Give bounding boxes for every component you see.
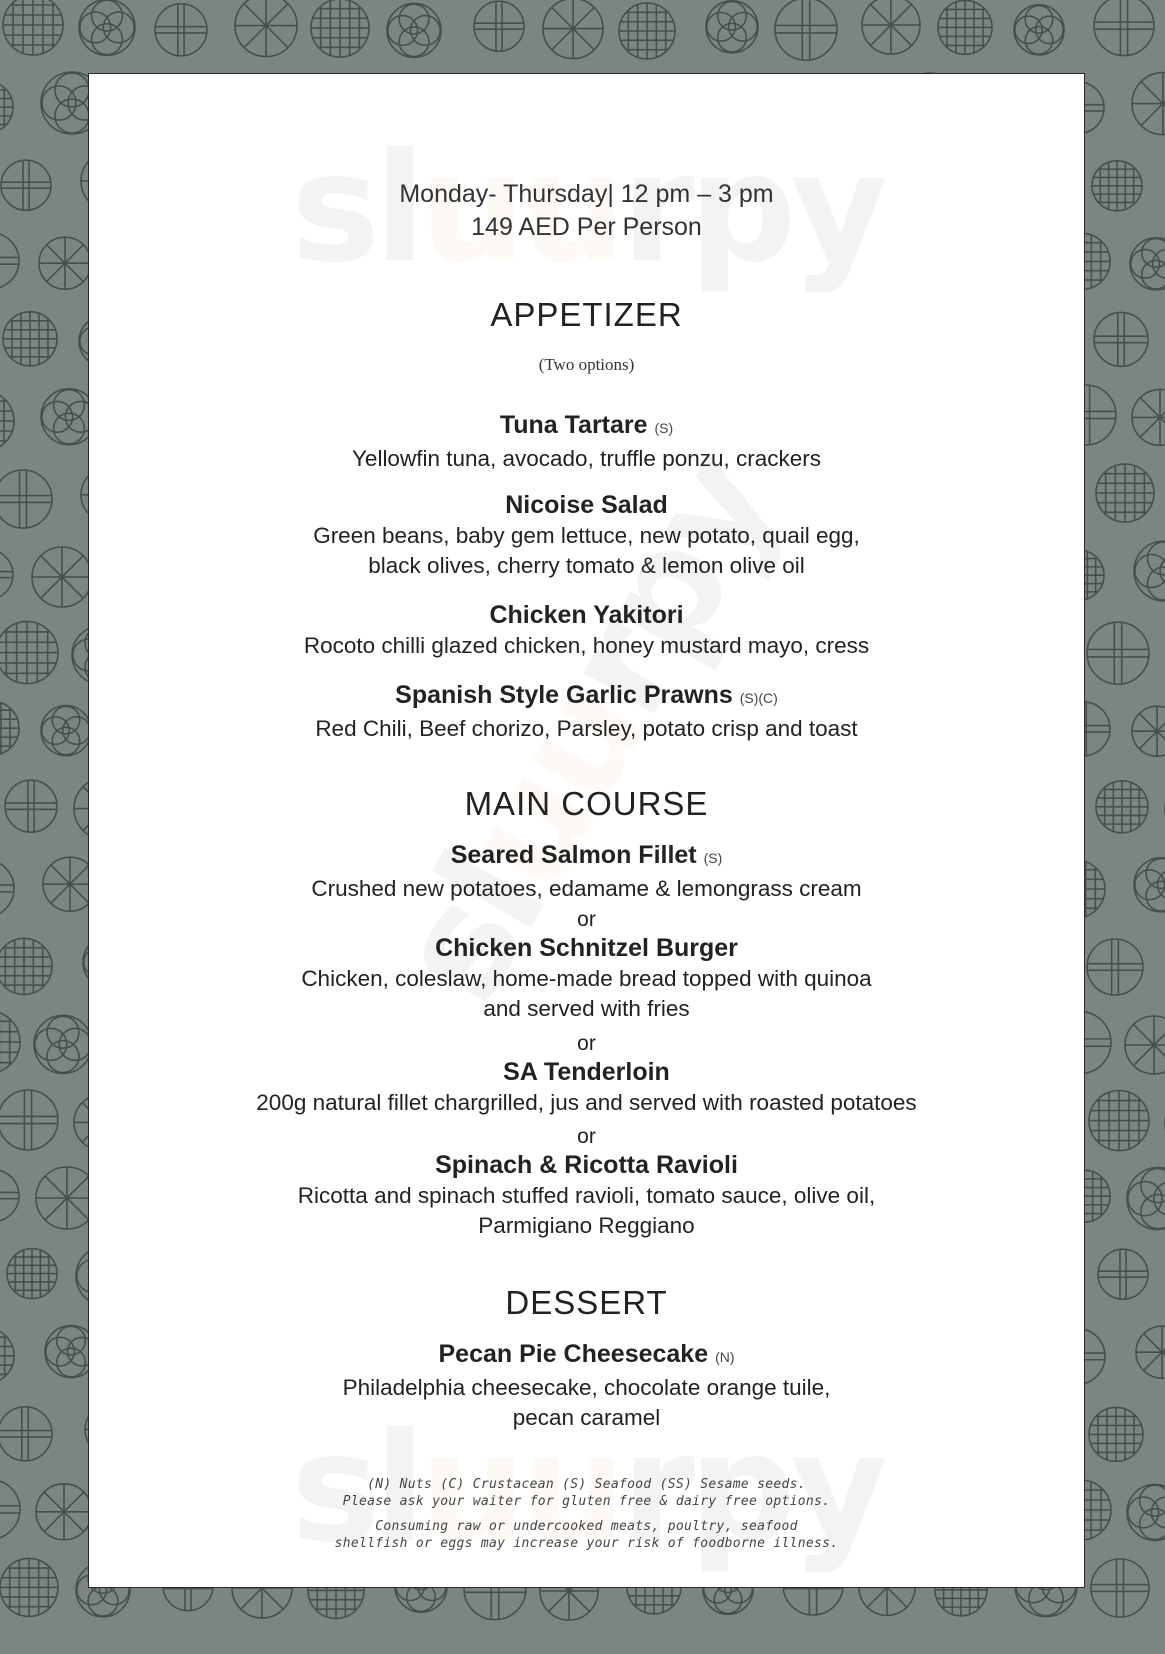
pattern-motif — [1130, 238, 1165, 290]
item-name: Chicken Yakitori — [489, 601, 684, 629]
item-description: Red Chili, Beef chorizo, Parsley, potato crisp and toast — [315, 716, 858, 741]
pattern-motif — [0, 1170, 19, 1222]
pattern-motif — [938, 0, 992, 54]
pattern-motif — [0, 1558, 58, 1616]
pattern-motif — [706, 1, 758, 53]
menu-item — [89, 600, 1084, 661]
pattern-motif — [3, 0, 63, 55]
allergen-tag: (S)(C) — [739, 690, 778, 706]
pattern-motif — [0, 701, 19, 755]
pattern-motif — [41, 706, 91, 756]
allergen-tag: (S) — [703, 850, 723, 866]
pattern-motif — [1094, 312, 1148, 366]
item-name: Chicken Schnitzel Burger — [435, 934, 738, 962]
pattern-motif — [1132, 389, 1165, 445]
pattern-motif — [543, 0, 603, 59]
pattern-motif — [0, 938, 52, 994]
item-description: Rocoto chilli glazed chicken, honey mustard mayo, cress — [303, 633, 870, 658]
pattern-motif — [1094, 0, 1154, 56]
menu-item — [89, 410, 1084, 474]
or-separator: or — [577, 1032, 596, 1055]
pattern-motif — [0, 550, 13, 600]
item-name: SA Tenderloin — [503, 1058, 670, 1086]
pattern-motif — [1091, 1559, 1149, 1617]
item-description: Philadelphia cheesecake, chocolate orange tuile, — [342, 1375, 831, 1400]
pattern-motif — [0, 859, 14, 917]
section-title-dessert: DESSERT — [505, 1284, 668, 1321]
pattern-motif — [474, 1, 524, 51]
menu-item — [89, 490, 1084, 581]
pattern-motif — [0, 1328, 14, 1384]
pattern-motif — [1092, 161, 1142, 211]
allergen-legend-line: Please ask your waiter for gluten free & dairy free options. — [342, 1494, 831, 1509]
pattern-motif — [1127, 1168, 1165, 1230]
pattern-motif — [1132, 73, 1165, 135]
pattern-motif — [1134, 541, 1165, 601]
pattern-motif — [1089, 1091, 1149, 1151]
item-description: Parmigiano Reggiano — [478, 1213, 695, 1238]
pattern-motif — [387, 3, 441, 57]
allergen-tag: (N) — [715, 1349, 735, 1365]
menu-item — [89, 1339, 1084, 1433]
item-description: 200g natural fillet chargrilled, jus and served with roasted potatoes — [256, 1090, 917, 1115]
pattern-motif — [775, 0, 837, 60]
pattern-motif — [619, 3, 675, 59]
pattern-motif — [1096, 781, 1148, 833]
pattern-motif — [32, 547, 92, 607]
pattern-motif — [1125, 1016, 1165, 1074]
pattern-motif — [0, 1011, 20, 1073]
item-description: black olives, cherry tomato & lemon olive oil — [368, 553, 805, 578]
pattern-motif — [0, 1090, 58, 1150]
item-description: pecan caramel — [512, 1405, 661, 1430]
pattern-motif — [1087, 939, 1143, 995]
pattern-motif — [1127, 1484, 1165, 1540]
pattern-motif — [5, 780, 57, 832]
menu-price: 149 AED Per Person — [471, 213, 702, 241]
or-separator: or — [577, 908, 596, 931]
item-name: Nicoise Salad — [505, 491, 668, 519]
pattern-motif — [155, 4, 207, 56]
pattern-motif — [311, 0, 369, 57]
pattern-motif — [34, 1015, 92, 1073]
menu-item — [89, 840, 1084, 904]
food-safety-warning — [89, 1518, 1084, 1552]
pattern-motif — [1096, 464, 1154, 522]
item-description: Ricotta and spinach stuffed ravioli, tomato sauce, olive oil, — [297, 1183, 876, 1208]
warning-line: shellfish or eggs may increase your risk of foodborne illness. — [334, 1536, 839, 1551]
pattern-motif — [0, 470, 52, 528]
pattern-motif — [1, 160, 51, 210]
allergen-legend-line: (N) Nuts (C) Crustacean (S) Seafood (SS) Sesame seeds. — [367, 1477, 806, 1492]
pattern-motif — [0, 81, 13, 133]
item-name: Spinach & Ricotta Ravioli — [435, 1151, 738, 1179]
pattern-motif — [7, 1249, 57, 1299]
pattern-motif — [862, 0, 920, 54]
pattern-motif — [1134, 858, 1165, 912]
pattern-motif — [1098, 1249, 1148, 1299]
pattern-motif — [0, 391, 14, 451]
pattern-motif — [1087, 622, 1149, 684]
appetizer-note: (Two options) — [538, 355, 635, 374]
menu-hours: Monday- Thursday| 12 pm – 3 pm — [399, 180, 774, 208]
allergen-tag: (S) — [654, 420, 674, 436]
menu-item — [89, 1057, 1084, 1118]
allergen-legend — [89, 1476, 1084, 1510]
pattern-motif — [1136, 1326, 1165, 1378]
item-description: Chicken, coleslaw, home-made bread topped with quinoa — [301, 966, 872, 991]
pattern-motif — [1014, 5, 1064, 55]
pattern-motif — [235, 0, 297, 57]
pattern-motif — [1132, 706, 1165, 756]
menu-card — [88, 73, 1085, 1588]
item-name: Tuna Tartare — [499, 411, 648, 439]
section-title-appetizer: APPETIZER — [490, 296, 683, 333]
pattern-motif — [36, 1484, 92, 1540]
pattern-motif — [1089, 1407, 1143, 1461]
pattern-motif — [0, 1479, 20, 1539]
pattern-motif — [0, 233, 19, 289]
menu-item — [89, 680, 1084, 744]
pattern-motif — [79, 0, 135, 55]
menu-item — [89, 1150, 1084, 1241]
pattern-motif — [0, 1407, 52, 1461]
pattern-motif — [3, 312, 57, 366]
or-separator: or — [577, 1125, 596, 1148]
warning-line: Consuming raw or undercooked meats, poultry, seafood — [375, 1519, 798, 1534]
pattern-motif — [39, 237, 91, 289]
item-name: Spanish Style Garlic Prawns — [395, 681, 733, 709]
section-title-main-course: MAIN COURSE — [464, 785, 709, 822]
item-description: and served with fries — [483, 996, 690, 1021]
item-description: Yellowfin tuna, avocado, truffle ponzu, crackers — [351, 446, 822, 471]
item-description: Crushed new potatoes, edamame & lemongrass cream — [311, 876, 862, 901]
item-name: Pecan Pie Cheesecake — [438, 1340, 709, 1368]
item-name: Seared Salmon Fillet — [450, 841, 697, 869]
menu-item — [89, 933, 1084, 1024]
pattern-motif — [0, 622, 58, 684]
item-description: Green beans, baby gem lettuce, new potato, quail egg, — [313, 523, 860, 548]
